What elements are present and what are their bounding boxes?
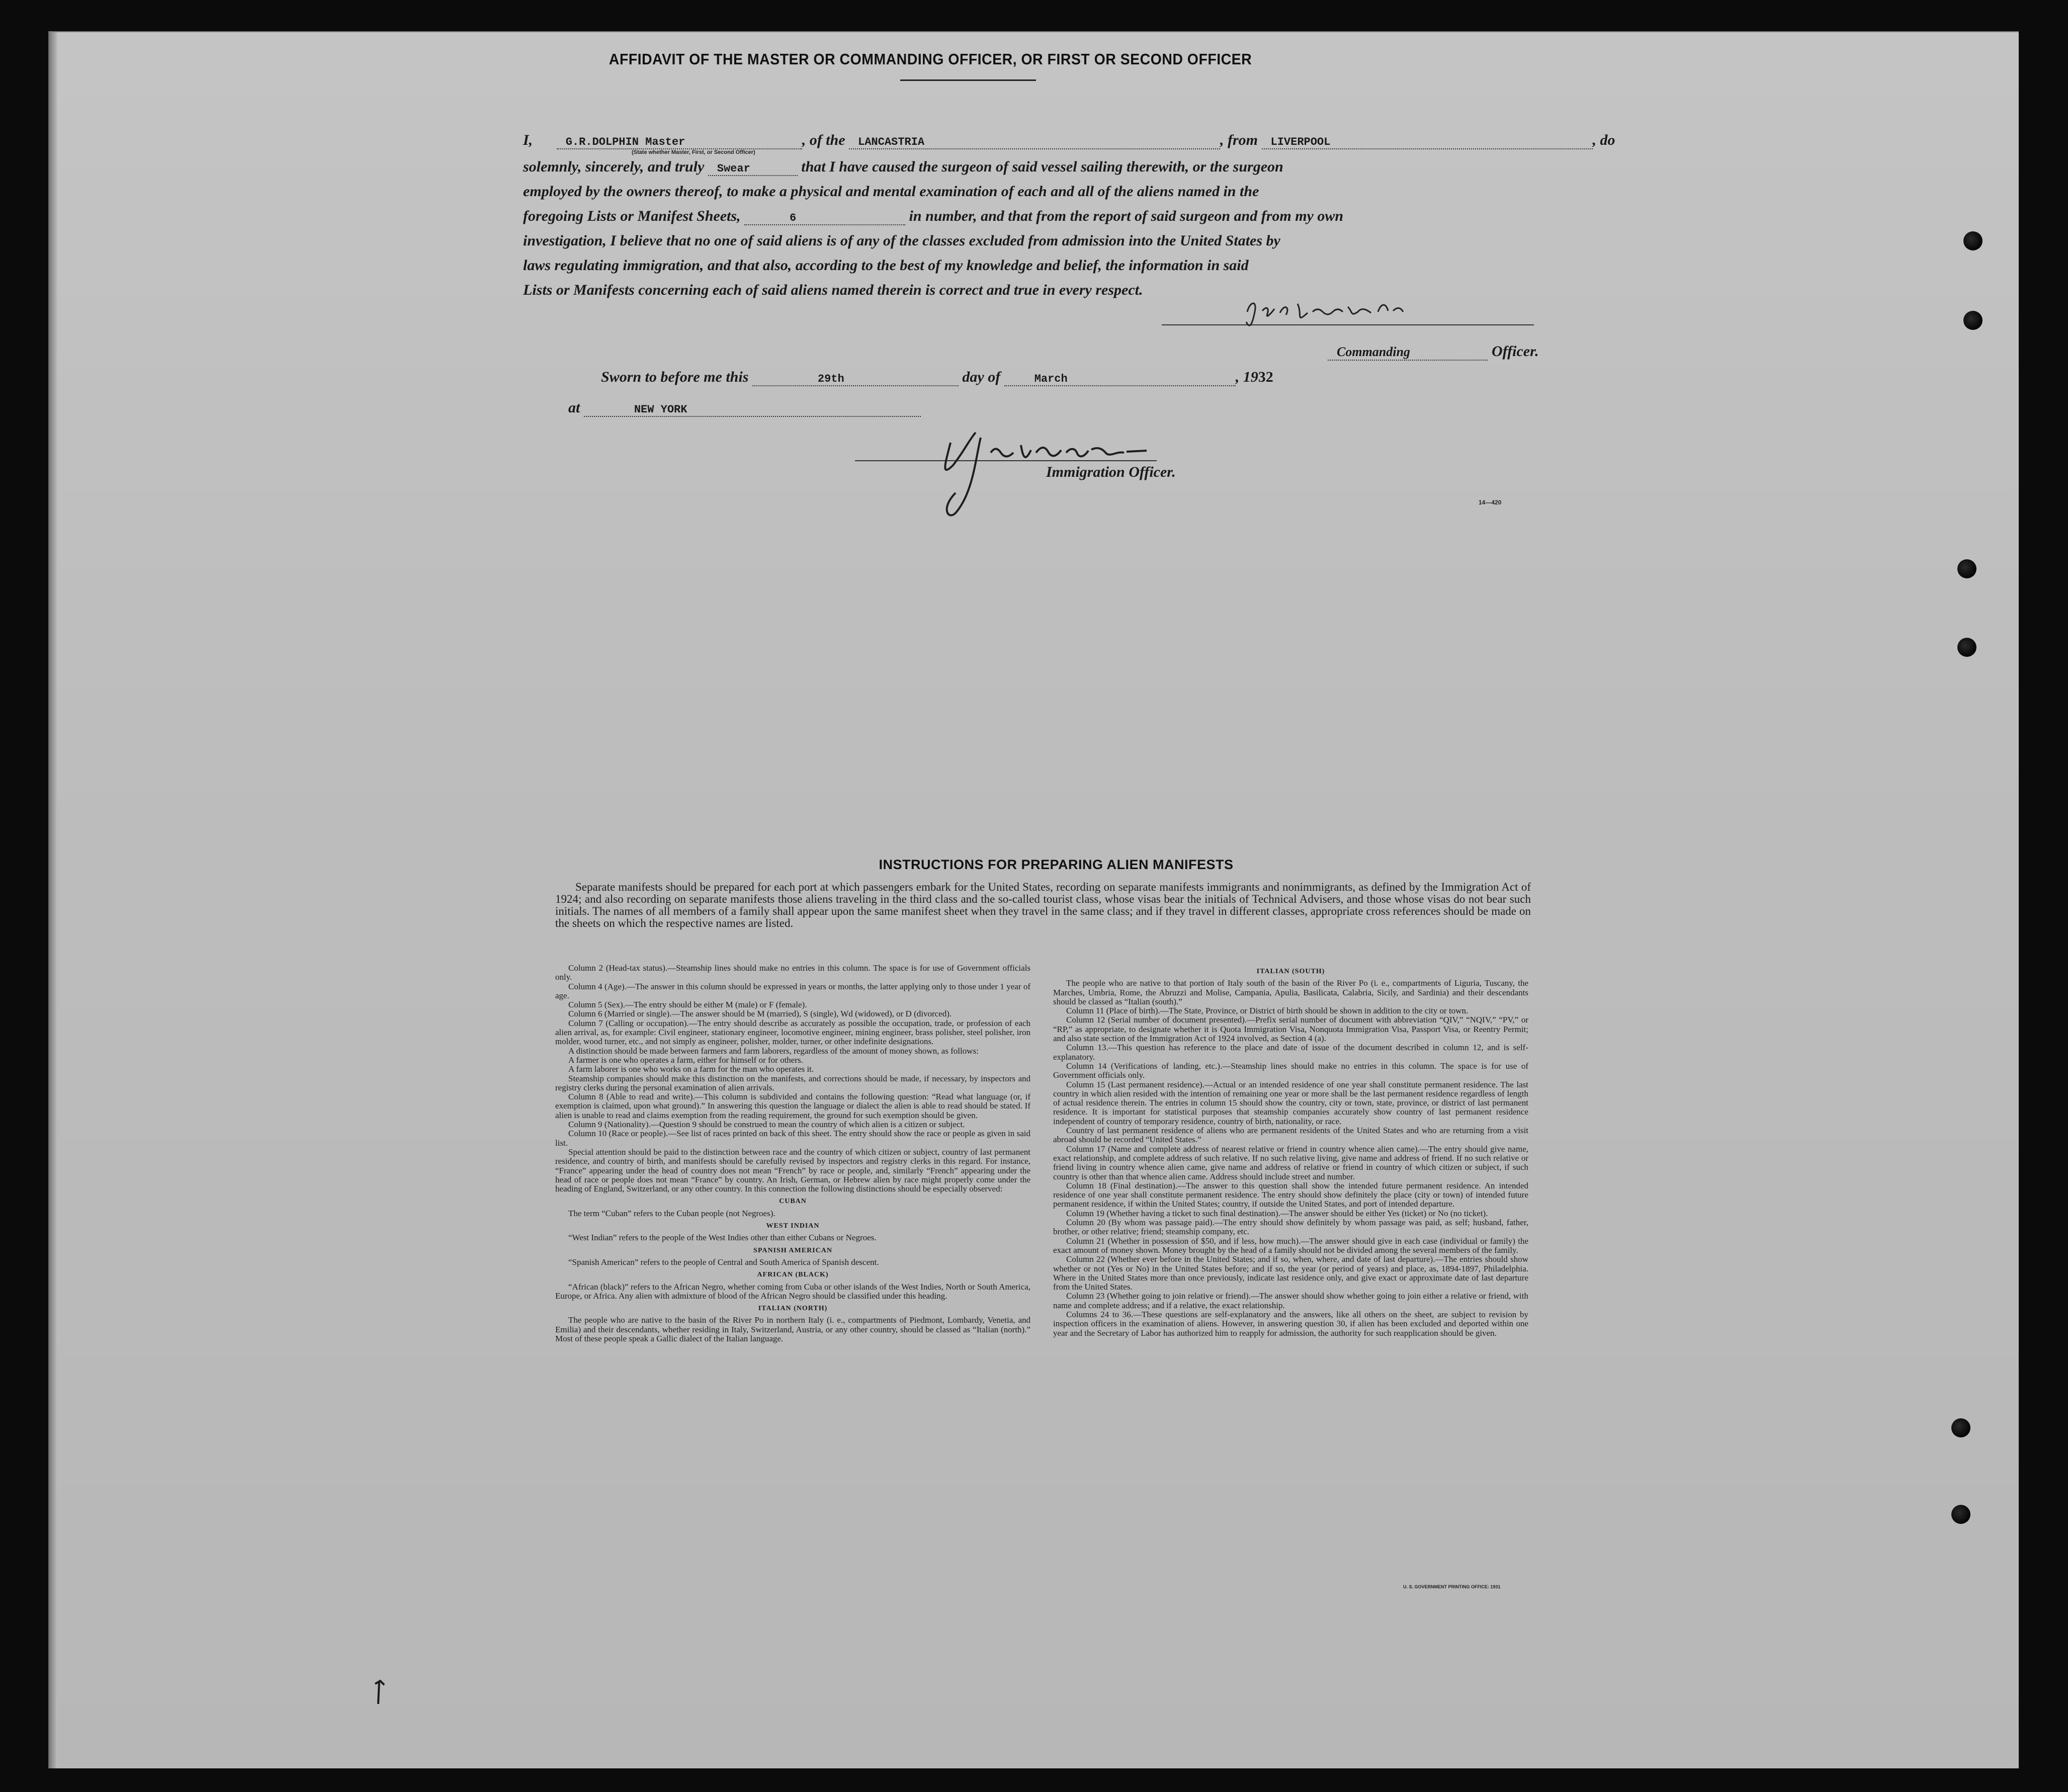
instruction-paragraph: Column 19 (Whether having a ticket to such final destination).—The answer should be either Yes (ticket) or No (no ticket). [1066, 1208, 1488, 1218]
sworn-mid: day of [962, 369, 1001, 385]
vessel-name-field: LANCASTRIA [849, 136, 1220, 149]
officer-rank-note: (State whether Master, First, or Second Officer) [632, 149, 755, 155]
instruction-paragraph: Column 10 (Race or people).—See list of races printed on back of this sheet. The entry should show the race or people as given in said list. [555, 1129, 1030, 1148]
instruction-paragraph: Steamship companies should make this distinction on the manifests, and corrections should be made, if necessary, by inspectors and registry clerks during the personal examination of alien arrivals. [555, 1073, 1030, 1092]
instruction-paragraph: The people who are native to that portion of Italy south of the basin of the River Po (i. e., compartments of Liguria, Tuscany, the Marches, Umbria, Rome, the Abruzzi and Molise, Campania, Apulia, Basilicata, Calabria, Sicily, and Sardinia) and their descendants should be classed as “Italian (south).” [1053, 978, 1528, 1006]
instruction-paragraph: Special attention should be paid to the distinction between race and the country of which citizen or subject, country of last permanent residence, and country of birth, and manifests should be carefully revised by inspectors and registry clerks in this regard. For instance, “France” appearing under the head of country does not mean “French” by race or people, and, similarly “French” appearing under the head of race or people does not mean “France” by country. An Irish, German, or Hebrew alien by race might properly come under the heading of England, Switzerland, or any other country. In this connection the following distinctions should be especially observed: [555, 1147, 1030, 1194]
line1-end: , do [1592, 132, 1615, 148]
line4-pre: foregoing Lists or Manifest Sheets, [523, 208, 741, 224]
affidavit-line-2 [523, 158, 1549, 176]
page-edge-shadow [49, 32, 57, 1768]
binder-hole-icon [1957, 559, 1976, 578]
affidavit-line-6: laws regulating immigration, and that also, according to the best of my knowledge and belief, the information in said [523, 257, 1249, 274]
section-heading-spanish-american: SPANISH AMERICAN [753, 1246, 832, 1254]
sheet-count-field: 6 [744, 212, 905, 225]
instruction-paragraph: Column 17 (Name and complete address of nearest relative or friend in country whence alien came).—The entry should give name, exact relationship, and complete address of such relative. If no such relative living, give name and address of friend. If no such relative or friend living in country whence alien came, give name and address of relative or friend in country of which citizen or subject, if such country is other than that whence alien came. Address should include street and number. [1053, 1144, 1528, 1181]
affidavit-title: AFFIDAVIT OF THE MASTER OR COMMANDING OFFICER, OR FIRST OR SECOND OFFICER [609, 50, 1252, 68]
instruction-paragraph: Column 20 (By whom was passage paid).—The entry should show definitely by whom passage was paid, as self; husband, father, brother, or other relative; friend; steamship company, etc. [1053, 1218, 1528, 1237]
sworn-line [601, 369, 1627, 386]
form-number: 14—420 [1479, 499, 1502, 506]
instruction-paragraph: Column 12 (Serial number of document presented).—Prefix serial number of document with abbreviation “QIV,” “NQIV,” “PV,” or “RP,” as appropriate, to designate whether it is Quota Immigration Visa, Nonquota Immigration Visa, Passport Visa, or Reentry Permit; and also state section of the Immigration Act of 1924 involved, as Section 4 (a). [1053, 1015, 1528, 1044]
instruction-paragraph: Column 9 (Nationality).—Question 9 should be construed to mean the country of which alien is a citizen or subject. [568, 1120, 965, 1130]
instruction-paragraph: Country of last permanent residence of aliens who are permanent residents of the United States and who are returning from a visit abroad should be recorded “United States.” [1053, 1126, 1528, 1145]
instruction-paragraph: Column 23 (Whether going to join relative or friend).—The answer should show whether going to join either a relative or friend, with name and complete address; and if a relative, the exact relationship. [1053, 1291, 1528, 1310]
instruction-paragraph: A farmer is one who operates a farm, either for himself or for others. [568, 1055, 803, 1065]
instruction-paragraph: Column 11 (Place of birth).—The State, Province, or District of birth should be shown in addition to the city or town. [1066, 1006, 1469, 1016]
section-text-cuban: The term “Cuban” refers to the Cuban people (not Negroes). [568, 1208, 776, 1218]
section-heading-italian-south: ITALIAN (SOUTH) [1256, 968, 1325, 975]
instruction-paragraph: Column 4 (Age).—The answer in this column should be expressed in years or months, the latter applying only to those under 1 year of age. [555, 981, 1030, 1000]
affidavit-line-7: Lists or Manifests concerning each of said aliens named therein is correct and true in every respect. [523, 282, 1143, 298]
sworn-place-field: NEW YORK [584, 403, 921, 417]
binder-hole-icon [1963, 311, 1983, 330]
sworn-place-line [568, 399, 1594, 417]
binder-hole-icon [1951, 1418, 1970, 1437]
instructions-title: INSTRUCTIONS FOR PREPARING ALIEN MANIFESTS [879, 857, 1234, 872]
title-underline [900, 79, 1036, 81]
instruction-paragraph: A farm laborer is one who works on a farm for the man who operates it. [568, 1064, 814, 1074]
officer-name-field: G.R.DOLPHIN Master [557, 136, 802, 149]
section-heading-african: AFRICAN (BLACK) [757, 1271, 829, 1279]
line1-mid1: , of the [802, 132, 845, 148]
section-text-spanish-american: “Spanish American” refers to the people of Central and South America of Spanish descent. [568, 1257, 879, 1267]
line1-pre: I, [523, 132, 533, 148]
instruction-paragraph: Column 8 (Able to read and write).—This column is subdivided and contains the following question: “Read what language (or, if exemption is claimed, upon what ground).” In answering this question the language or dialect the alien is able to read should be stated. If alien is unable to read and claims exemption from the reading requirement, the ground for such exemption should be given. [555, 1092, 1030, 1120]
binder-hole-icon [1957, 638, 1976, 657]
sworn-day-field: 29th [752, 373, 959, 386]
instruction-paragraph: Column 22 (Whether ever before in the United States; and if so, when, where, and date of last departure).—The entries should show whether or not (Yes or No) in the United States before; and if so, the year (or period of years) and place, as, 1894-1897, Philadelphia. Where in the United States more than once previously, indicate last residence only, and give exact or approximate date of last departure from the United States. [1053, 1254, 1528, 1292]
section-heading-west-indian: WEST INDIAN [766, 1222, 820, 1230]
instruction-paragraph: Column 7 (Calling or occupation).—The entry should describe as accurately as possible the occupation, trade, or profession of each alien arrival, as, for example: Civil engineer, stationary engineer, locomotive engineer, mining engineer, brass polisher, steel polisher, iron molder, wood turner, etc., and not simply as engineer, polisher, molder, turner, or other indefinite designations. [555, 1018, 1030, 1047]
section-text-african: “African (black)” refers to the African Negro, whether coming from Cuba or other islands of the West Indies, North or South America, Europe, or Africa. Any alien with admixture of blood of the African Negro should be classified under this heading. [555, 1282, 1030, 1301]
instruction-paragraph: Column 18 (Final destination).—The answer to this question shall show the intended future permanent residence. An intended residence of one year shall constitute permanent residence. The entry should show definitely the place (city or town) of intended future permanent residence, if within the United States; country, if outside the United States, and port of intended departure. [1053, 1180, 1528, 1209]
instructions-intro: Separate manifests should be prepared for each port at which passengers embark for the United States, recording on separate manifests immigrants and nonimmigrants, as defined by the Immigration Act of 1924; and also recording on separate manifests those aliens traveling in the third class and the so-called tourist class, whose visas bear the initials of Technical Advisers, and those whose visas do not bear such initials. The names of all members of a family shall appear upon the same manifest sheet when they travel in the same class; and if they travel in different classes, appropriate cross references should be made on the sheets on which the respective names are listed. [555, 881, 1531, 929]
instruction-paragraph: Column 21 (Whether in possession of $50, and if less, how much).—The answer should give in each case (individual or family) the exact amount of money shown. Money brought by the head of a family should not be divided among the several members of the family. [1053, 1236, 1528, 1255]
line4-post: in number, and that from the report of said surgeon and from my own [909, 208, 1344, 224]
instruction-paragraph: Column 6 (Married or single).—The answer should be M (married), S (single), Wd (widowed), or D (divorced). [568, 1009, 952, 1019]
line2-post: that I have caused the surgeon of said vessel sailing therewith, or the surgeon [801, 158, 1283, 175]
line2-pre: solemnly, sincerely, and truly [523, 158, 705, 175]
officer-rank-line [1328, 343, 1539, 361]
instruction-paragraph: Column 15 (Last permanent residence).—Actual or an intended residence of one year shall constitute permanent residence. The last country in which alien resided with the intention of remaining one year or more shall be the last permanent residence regardless of length of actual residence therein. The entries in column 15 should show the country, city or town, state, province, or district of last permanent residence. It is important for statistical purposes that steamship companies accurately show country of last permanent residence independent of country of temporary residence, country of birth, nationality, or race. [1053, 1079, 1528, 1126]
at-label: at [568, 399, 580, 416]
sworn-month-field: March [1004, 373, 1236, 386]
instructions-left-column [555, 964, 1030, 1343]
margin-mark [374, 1679, 389, 1712]
master-signature [1162, 292, 1534, 332]
instructions-right-column [1053, 964, 1528, 1338]
section-text-west-indian: “West Indian” refers to the people of the West Indies other than either Cubans or Negroes. [568, 1233, 877, 1243]
binder-hole-icon [1963, 231, 1983, 250]
printer-note: U. S. GOVERNMENT PRINTING OFFICE: 1931 [1403, 1584, 1501, 1589]
instruction-paragraph: Column 13.—This question has reference to the place and date of issue of the document described in column 12, and is self-explanatory. [1053, 1043, 1528, 1062]
sworn-year-prefix: , 19 [1235, 369, 1258, 385]
section-heading-italian-north: ITALIAN (NORTH) [758, 1305, 828, 1313]
instruction-paragraph: A distinction should be made between farmers and farm laborers, regardless of the amount of money shown, as follows: [568, 1046, 979, 1056]
binder-hole-icon [1951, 1505, 1970, 1524]
instruction-paragraph: Column 5 (Sex).—The entry should be either M (male) or F (female). [568, 1000, 807, 1010]
officer-label: Officer. [1492, 343, 1539, 360]
affidavit-line-5: investigation, I believe that no one of said aliens is of any of the classes excluded from admission into the United States by [523, 232, 1280, 249]
instruction-paragraph: Column 2 (Head-tax status).—Steamship lines should make no entries in this column. The space is for use of Government officials only. [555, 963, 1030, 982]
sworn-pre: Sworn to before me this [601, 369, 749, 385]
departure-port-field: LIVERPOOL [1262, 136, 1593, 149]
affidavit-line-4 [523, 208, 1549, 225]
section-heading-cuban: CUBAN [779, 1198, 807, 1206]
affidavit-line-3: employed by the owners thereof, to make a physical and mental examination of each and all of the aliens named in the [523, 183, 1259, 200]
instruction-paragraph: Columns 24 to 36.—These questions are self-explanatory and the answers, like all others on the sheet, are subject to revision by inspection officers in the examination of aliens. However, in answering question 30, if alien has been excluded and deported within one year and the Secretary of Labor has authorized him to reapply for admission, the authority for such reapplication should be given. [1053, 1309, 1528, 1338]
section-text-italian-north: The people who are native to the basin of the River Po in northern Italy (i. e., compartments of Piedmont, Lombardy, Venetia, and Emilia) and their descendants, whether residing in Italy, Switzerland, Austria, or any other country, should be classed as “Italian (north).” Most of these people speak a Gallic dialect of the Italian language. [555, 1315, 1030, 1343]
instruction-paragraph: Column 14 (Verifications of landing, etc.).—Steamship lines should make no entries in this column. The space is for use of Government officials only. [1053, 1061, 1528, 1080]
oath-field: Swear [708, 162, 798, 176]
officer-rank-value: Commanding [1328, 345, 1488, 361]
sworn-year: 32 [1258, 369, 1273, 385]
line1-mid2: , from [1220, 132, 1258, 148]
immigration-officer-label: Immigration Officer. [1046, 464, 1176, 480]
affidavit-line-1 [523, 132, 1615, 149]
